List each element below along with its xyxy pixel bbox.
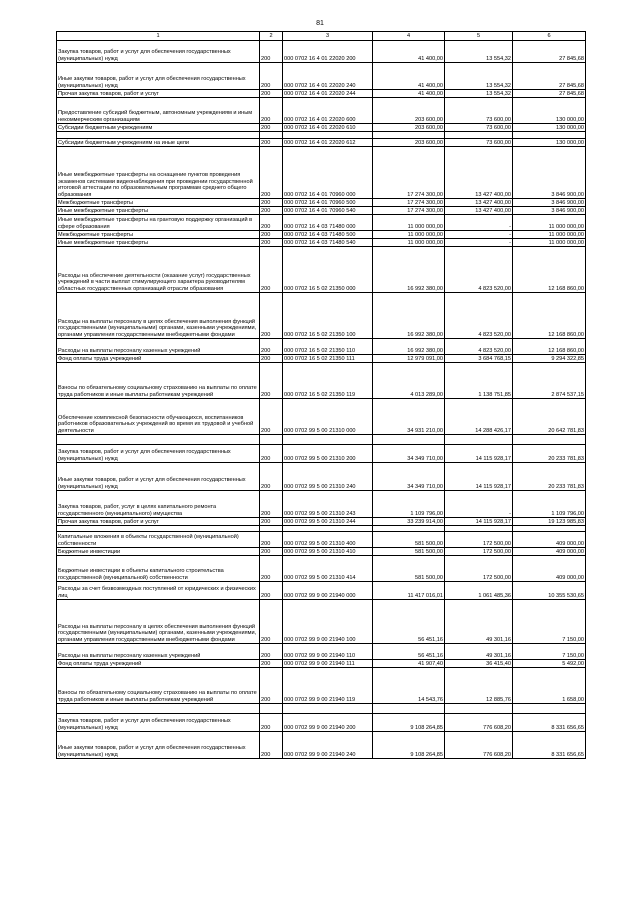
budget-classification-code-cell: 000 0702 16 4 01 22020 240: [283, 63, 373, 90]
executed-amount-cell: 13 427 400,00: [445, 147, 513, 199]
expense-name-cell: Межбюджетные трансферты: [57, 231, 260, 239]
table-row: [57, 63, 586, 90]
expense-name-cell: Взносы по обязательному социальному страхованию на выплаты по оплате труда работников и иные выплаты работникам учреждений: [57, 668, 260, 704]
approved-amount-cell: 581 500,00: [373, 556, 445, 582]
unexecuted-amount-cell: 130 000,00: [513, 139, 586, 147]
budget-classification-code-cell: 000 0702 16 4 01 22020 610: [283, 124, 373, 132]
executed-amount-cell: 4 823 520,00: [445, 339, 513, 355]
line-code-cell: 200: [260, 63, 283, 90]
budget-classification-code-cell: 000 0702 99 9 00 21940 119: [283, 668, 373, 704]
unexecuted-amount-cell: 3 846 900,00: [513, 147, 586, 199]
budget-classification-code-cell: 000 0702 99 5 00 21310 400: [283, 532, 373, 548]
budget-classification-code-cell: 000 0702 16 5 02 21350 000: [283, 247, 373, 293]
table-row: [57, 239, 586, 247]
table-row: [57, 355, 586, 363]
expense-name-cell: Иные межбюджетные трансферты на оснащение пунктов проведения экзаменов системами видеонаблюдения при проведении государственной итоговой аттестации по образовательным программам среднего общего образования: [57, 147, 260, 199]
line-code-cell: 200: [260, 231, 283, 239]
line-code-cell: 200: [260, 518, 283, 526]
budget-classification-code-cell: 000 0702 99 5 00 21310 414: [283, 556, 373, 582]
approved-amount-cell: 16 992 380,00: [373, 339, 445, 355]
executed-amount-cell: [445, 704, 513, 714]
expense-name-cell: Иные межбюджетные трансферты: [57, 239, 260, 247]
column-number-header-row: [57, 32, 586, 41]
executed-amount-cell: -: [445, 491, 513, 518]
approved-amount-cell: 12 979 091,00: [373, 355, 445, 363]
expense-name-cell: Прочая закупка товаров, работ и услуг: [57, 90, 260, 98]
page-number: 81: [316, 20, 324, 27]
line-code-cell: 200: [260, 90, 283, 98]
unexecuted-amount-cell: 3 846 900,00: [513, 199, 586, 207]
unexecuted-amount-cell: 7 150,00: [513, 644, 586, 660]
unexecuted-amount-cell: 8 331 656,65: [513, 732, 586, 759]
approved-amount-cell: 203 600,00: [373, 139, 445, 147]
expense-name-cell: Закупка товаров, работ и услуг для обеспечения государственных (муниципальных) нужд: [57, 445, 260, 463]
executed-amount-cell: 73 600,00: [445, 139, 513, 147]
line-code-cell: 200: [260, 98, 283, 124]
expense-name-cell: Капитальные вложения в объекты государственной (муниципальной) собственности: [57, 532, 260, 548]
expense-name-cell: Межбюджетные трансферты: [57, 199, 260, 207]
approved-amount-cell: 203 600,00: [373, 98, 445, 124]
executed-amount-cell: 172 500,00: [445, 556, 513, 582]
unexecuted-amount-cell: 19 123 985,83: [513, 518, 586, 526]
table-row: [57, 399, 586, 435]
budget-classification-code-cell: 000 0702 99 5 00 21310 240: [283, 463, 373, 491]
approved-amount-cell: 41 400,00: [373, 63, 445, 90]
unexecuted-amount-cell: 12 168 860,00: [513, 339, 586, 355]
line-code-cell: 200: [260, 239, 283, 247]
table-body: [57, 41, 586, 759]
expense-name-cell: Прочая закупка товаров, работ и услуг: [57, 518, 260, 526]
expense-name-cell: Иные межбюджетные трансферты на грантовую поддержку организаций в сфере образования: [57, 215, 260, 231]
executed-amount-cell: 49 301,16: [445, 644, 513, 660]
unexecuted-amount-cell: 409 000,00: [513, 532, 586, 548]
expense-name-cell: Закупка товаров, работ и услуг для обеспечения государственных (муниципальных) нужд: [57, 41, 260, 63]
line-code-cell: 200: [260, 491, 283, 518]
executed-amount-cell: 14 115 928,17: [445, 518, 513, 526]
executed-amount-cell: [445, 435, 513, 445]
unexecuted-amount-cell: 3 846 900,00: [513, 207, 586, 215]
approved-amount-cell: 56 451,16: [373, 644, 445, 660]
table-row: [57, 518, 586, 526]
line-code-cell: 200: [260, 293, 283, 339]
budget-classification-code-cell: 000 0702 99 9 00 21940 000: [283, 582, 373, 600]
line-code-cell: [260, 132, 283, 139]
expense-name-cell: [57, 132, 260, 139]
expense-name-cell: Бюджетные инвестиции: [57, 548, 260, 556]
table-row: [57, 207, 586, 215]
expense-name-cell: Субсидии бюджетным учреждениям на иные цели: [57, 139, 260, 147]
approved-amount-cell: 11 000 000,00: [373, 215, 445, 231]
table-row: [57, 668, 586, 704]
approved-amount-cell: [373, 132, 445, 139]
table-row: [57, 90, 586, 98]
approved-amount-cell: [373, 435, 445, 445]
executed-amount-cell: 776 608,20: [445, 714, 513, 732]
expense-name-cell: Закупка товаров, работ, услуг в целях капитального ремонта государственного (муниципального) имущества: [57, 491, 260, 518]
column-header-1: 1: [57, 32, 260, 41]
column-header-3: 3: [283, 32, 373, 41]
column-header-6: 6: [513, 32, 586, 41]
expense-name-cell: Взносы по обязательному социальному страхованию на выплаты по оплате труда работников и иные выплаты работникам учреждений: [57, 363, 260, 399]
line-code-cell: 200: [260, 124, 283, 132]
executed-amount-cell: 3 684 768,15: [445, 355, 513, 363]
budget-classification-code-cell: 000 0702 99 9 00 21940 200: [283, 714, 373, 732]
expense-name-cell: Фонд оплаты труда учреждений: [57, 660, 260, 668]
unexecuted-amount-cell: 130 000,00: [513, 98, 586, 124]
unexecuted-amount-cell: 12 168 860,00: [513, 247, 586, 293]
expense-name-cell: [57, 704, 260, 714]
executed-amount-cell: 13 554,32: [445, 41, 513, 63]
approved-amount-cell: 34 931 210,00: [373, 399, 445, 435]
unexecuted-amount-cell: 20 233 781,83: [513, 463, 586, 491]
line-code-cell: [260, 435, 283, 445]
expense-name-cell: Иные закупки товаров, работ и услуг для обеспечения государственных (муниципальных) нужд: [57, 63, 260, 90]
unexecuted-amount-cell: 1 109 796,00: [513, 491, 586, 518]
approved-amount-cell: 16 992 380,00: [373, 293, 445, 339]
table-row: [57, 556, 586, 582]
table-row: [57, 445, 586, 463]
line-code-cell: 200: [260, 582, 283, 600]
spacer-row: [57, 435, 586, 445]
budget-execution-table: [56, 31, 586, 759]
executed-amount-cell: -: [445, 215, 513, 231]
table-row: [57, 600, 586, 644]
table-row: [57, 231, 586, 239]
table-row: [57, 491, 586, 518]
table-row: [57, 41, 586, 63]
budget-classification-code-cell: 000 0702 16 4 01 22020 200: [283, 41, 373, 63]
unexecuted-amount-cell: [513, 704, 586, 714]
unexecuted-amount-cell: 20 233 781,83: [513, 445, 586, 463]
unexecuted-amount-cell: 8 331 656,65: [513, 714, 586, 732]
line-code-cell: 200: [260, 339, 283, 355]
executed-amount-cell: 4 823 520,00: [445, 293, 513, 339]
table-row: [57, 660, 586, 668]
approved-amount-cell: 11 417 016,01: [373, 582, 445, 600]
approved-amount-cell: 56 451,16: [373, 600, 445, 644]
column-header-2: 2: [260, 32, 283, 41]
executed-amount-cell: 49 301,16: [445, 600, 513, 644]
line-code-cell: 200: [260, 463, 283, 491]
line-code-cell: 200: [260, 644, 283, 660]
approved-amount-cell: 9 108 264,85: [373, 714, 445, 732]
column-header-4: 4: [373, 32, 445, 41]
unexecuted-amount-cell: 9 294 322,85: [513, 355, 586, 363]
line-code-cell: 200: [260, 355, 283, 363]
column-header-5: 5: [445, 32, 513, 41]
approved-amount-cell: 1 109 796,00: [373, 491, 445, 518]
approved-amount-cell: 41 907,40: [373, 660, 445, 668]
executed-amount-cell: 13 427 400,00: [445, 199, 513, 207]
unexecuted-amount-cell: 11 000 000,00: [513, 239, 586, 247]
line-code-cell: 200: [260, 714, 283, 732]
budget-classification-code-cell: 000 0702 16 5 02 21350 111: [283, 355, 373, 363]
expense-name-cell: Расходы за счет безвозмездных поступлений от юридических и физических лиц: [57, 582, 260, 600]
budget-classification-code-cell: 000 0702 99 9 00 21940 240: [283, 732, 373, 759]
line-code-cell: 200: [260, 399, 283, 435]
spacer-row: [57, 704, 586, 714]
table-row: [57, 215, 586, 231]
line-code-cell: 200: [260, 556, 283, 582]
approved-amount-cell: 41 400,00: [373, 41, 445, 63]
expense-name-cell: Расходы на выплаты персоналу в целях обеспечения выполнения функций государственными (муниципальными) органами, казенными учреждениями, органами управления государственными внебюджетными фондами: [57, 293, 260, 339]
expense-name-cell: Расходы на выплаты персоналу в целях обеспечения выполнения функций государственными (муниципальными) органами, казенными учреждениями, органами управления государственными внебюджетными фондами: [57, 600, 260, 644]
unexecuted-amount-cell: 409 000,00: [513, 556, 586, 582]
expense-name-cell: Субсидии бюджетным учреждениям: [57, 124, 260, 132]
expense-name-cell: Фонд оплаты труда учреждений: [57, 355, 260, 363]
budget-classification-code-cell: 000 0702 16 4 01 22020 612: [283, 139, 373, 147]
unexecuted-amount-cell: 27 845,68: [513, 90, 586, 98]
line-code-cell: 200: [260, 199, 283, 207]
expense-name-cell: [57, 435, 260, 445]
budget-classification-code-cell: 000 0702 16 5 02 21350 100: [283, 293, 373, 339]
unexecuted-amount-cell: [513, 435, 586, 445]
budget-classification-code-cell: [283, 435, 373, 445]
expense-name-cell: Расходы на выплаты персоналу казенных учреждений: [57, 339, 260, 355]
approved-amount-cell: 11 000 000,00: [373, 231, 445, 239]
budget-classification-code-cell: 000 0702 16 4 01 22020 600: [283, 98, 373, 124]
approved-amount-cell: 34 349 710,00: [373, 445, 445, 463]
executed-amount-cell: 36 415,40: [445, 660, 513, 668]
table-row: [57, 363, 586, 399]
budget-classification-code-cell: 000 0702 99 9 00 21940 100: [283, 600, 373, 644]
expense-name-cell: Предоставление субсидий бюджетным, автономным учреждениям и иным некоммерческим организациям: [57, 98, 260, 124]
executed-amount-cell: 73 600,00: [445, 124, 513, 132]
unexecuted-amount-cell: 1 658,00: [513, 668, 586, 704]
unexecuted-amount-cell: 130 000,00: [513, 124, 586, 132]
executed-amount-cell: 4 823 520,00: [445, 247, 513, 293]
unexecuted-amount-cell: 409 000,00: [513, 548, 586, 556]
unexecuted-amount-cell: 12 168 860,00: [513, 293, 586, 339]
budget-classification-code-cell: 000 0702 16 4 01 70960 500: [283, 199, 373, 207]
line-code-cell: 200: [260, 548, 283, 556]
budget-classification-code-cell: 000 0702 16 4 01 70960 000: [283, 147, 373, 199]
executed-amount-cell: 13 554,32: [445, 90, 513, 98]
executed-amount-cell: 73 600,00: [445, 98, 513, 124]
table-row: [57, 714, 586, 732]
table-row: [57, 732, 586, 759]
budget-classification-code-cell: 000 0702 99 5 00 21310 000: [283, 399, 373, 435]
executed-amount-cell: 14 115 928,17: [445, 445, 513, 463]
line-code-cell: 200: [260, 532, 283, 548]
approved-amount-cell: [373, 704, 445, 714]
budget-classification-code-cell: 000 0702 16 5 02 21350 119: [283, 363, 373, 399]
expense-name-cell: Расходы на обеспечение деятельности (оказание услуг) государственных учреждений в части выплат стимулирующего характера руководителям областных государственных организаций отрасли образования: [57, 247, 260, 293]
line-code-cell: 200: [260, 732, 283, 759]
approved-amount-cell: 17 274 300,00: [373, 147, 445, 199]
budget-classification-code-cell: 000 0702 99 9 00 21940 111: [283, 660, 373, 668]
unexecuted-amount-cell: [513, 132, 586, 139]
executed-amount-cell: 14 288 426,17: [445, 399, 513, 435]
line-code-cell: [260, 704, 283, 714]
line-code-cell: 200: [260, 363, 283, 399]
executed-amount-cell: 172 500,00: [445, 532, 513, 548]
spacer-row: [57, 132, 586, 139]
table-row: [57, 582, 586, 600]
table-row: [57, 463, 586, 491]
expense-name-cell: Бюджетные инвестиции в объекты капитального строительства государственной (муниципальной) собственности: [57, 556, 260, 582]
line-code-cell: 200: [260, 247, 283, 293]
table-row: [57, 532, 586, 548]
expense-name-cell: Иные закупки товаров, работ и услуг для обеспечения государственных (муниципальных) нужд: [57, 732, 260, 759]
unexecuted-amount-cell: 11 000 000,00: [513, 231, 586, 239]
unexecuted-amount-cell: 27 845,68: [513, 63, 586, 90]
approved-amount-cell: 4 013 289,00: [373, 363, 445, 399]
executed-amount-cell: 13 427 400,00: [445, 207, 513, 215]
table-row: [57, 293, 586, 339]
budget-classification-code-cell: 000 0702 16 4 03 71480 500: [283, 231, 373, 239]
executed-amount-cell: [445, 132, 513, 139]
executed-amount-cell: 14 115 928,17: [445, 463, 513, 491]
table-row: [57, 139, 586, 147]
approved-amount-cell: 17 274 300,00: [373, 207, 445, 215]
approved-amount-cell: 16 992 380,00: [373, 247, 445, 293]
unexecuted-amount-cell: 5 492,00: [513, 660, 586, 668]
unexecuted-amount-cell: 27 845,68: [513, 41, 586, 63]
budget-classification-code-cell: [283, 132, 373, 139]
approved-amount-cell: 34 349 710,00: [373, 463, 445, 491]
executed-amount-cell: 776 608,20: [445, 732, 513, 759]
executed-amount-cell: -: [445, 231, 513, 239]
line-code-cell: 200: [260, 445, 283, 463]
budget-classification-code-cell: 000 0702 99 5 00 21310 200: [283, 445, 373, 463]
approved-amount-cell: 9 108 264,85: [373, 732, 445, 759]
approved-amount-cell: 14 543,76: [373, 668, 445, 704]
budget-classification-code-cell: 000 0702 16 4 03 71480 000: [283, 215, 373, 231]
budget-classification-code-cell: 000 0702 99 5 00 21310 244: [283, 518, 373, 526]
table-row: [57, 339, 586, 355]
budget-classification-code-cell: 000 0702 99 5 00 21310 243: [283, 491, 373, 518]
approved-amount-cell: 581 500,00: [373, 532, 445, 548]
budget-classification-code-cell: [283, 704, 373, 714]
executed-amount-cell: 172 500,00: [445, 548, 513, 556]
table-row: [57, 548, 586, 556]
expense-name-cell: Закупка товаров, работ и услуг для обеспечения государственных (муниципальных) нужд: [57, 714, 260, 732]
table-row: [57, 98, 586, 124]
budget-classification-code-cell: 000 0702 99 5 00 21310 410: [283, 548, 373, 556]
approved-amount-cell: 203 600,00: [373, 124, 445, 132]
executed-amount-cell: 13 554,32: [445, 63, 513, 90]
expense-name-cell: Расходы на выплаты персоналу казенных учреждений: [57, 644, 260, 660]
budget-classification-code-cell: 000 0702 99 9 00 21940 110: [283, 644, 373, 660]
executed-amount-cell: -: [445, 239, 513, 247]
budget-classification-code-cell: 000 0702 16 5 02 21350 110: [283, 339, 373, 355]
line-code-cell: 200: [260, 207, 283, 215]
approved-amount-cell: 17 274 300,00: [373, 199, 445, 207]
expense-name-cell: Иные межбюджетные трансферты: [57, 207, 260, 215]
unexecuted-amount-cell: 10 355 530,65: [513, 582, 586, 600]
unexecuted-amount-cell: 7 150,00: [513, 600, 586, 644]
approved-amount-cell: 11 000 000,00: [373, 239, 445, 247]
executed-amount-cell: 12 885,76: [445, 668, 513, 704]
table-row: [57, 147, 586, 199]
approved-amount-cell: 41 400,00: [373, 90, 445, 98]
table-row: [57, 199, 586, 207]
executed-amount-cell: 1 061 485,36: [445, 582, 513, 600]
line-code-cell: 200: [260, 668, 283, 704]
line-code-cell: 200: [260, 41, 283, 63]
budget-classification-code-cell: 000 0702 16 4 01 22020 244: [283, 90, 373, 98]
unexecuted-amount-cell: 20 642 781,83: [513, 399, 586, 435]
approved-amount-cell: 581 500,00: [373, 548, 445, 556]
expense-name-cell: Иные закупки товаров, работ и услуг для обеспечения государственных (муниципальных) нужд: [57, 463, 260, 491]
approved-amount-cell: 33 239 914,00: [373, 518, 445, 526]
unexecuted-amount-cell: 2 874 537,15: [513, 363, 586, 399]
table-row: [57, 124, 586, 132]
budget-classification-code-cell: 000 0702 16 4 01 70960 540: [283, 207, 373, 215]
line-code-cell: 200: [260, 147, 283, 199]
line-code-cell: 200: [260, 215, 283, 231]
unexecuted-amount-cell: 11 000 000,00: [513, 215, 586, 231]
line-code-cell: 200: [260, 139, 283, 147]
executed-amount-cell: 1 138 751,85: [445, 363, 513, 399]
expense-name-cell: Обеспечение комплексной безопасности обучающихся, воспитанников работников образовательных учреждений во время их трудовой и учебной деятельности: [57, 399, 260, 435]
line-code-cell: 200: [260, 600, 283, 644]
table-row: [57, 247, 586, 293]
line-code-cell: 200: [260, 660, 283, 668]
table-row: [57, 644, 586, 660]
budget-classification-code-cell: 000 0702 16 4 03 71480 540: [283, 239, 373, 247]
